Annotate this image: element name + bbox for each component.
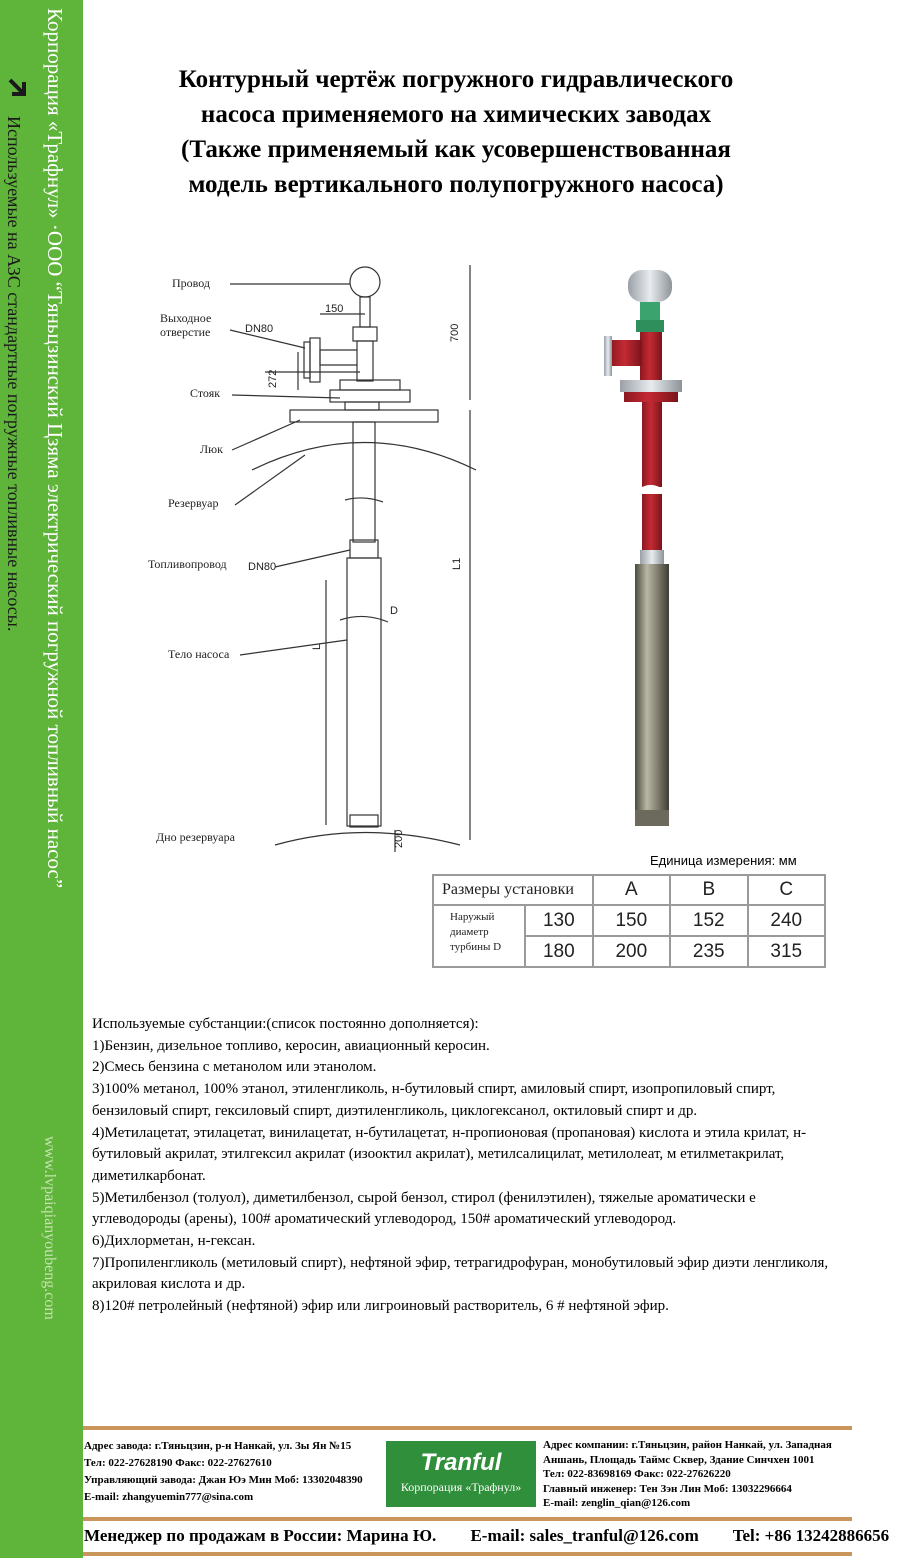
- table-cell: 240: [748, 905, 825, 936]
- list-item: 8)120# петролейный (нефтяной) эфир или лигроиновый растворитель, 6 # нефтяной эфир.: [92, 1298, 669, 1315]
- table-cell: 152: [670, 905, 747, 936]
- row-label-line: турбины D: [450, 941, 502, 953]
- company-contacts: [543, 1438, 852, 1511]
- label-pump-body: Тело насоса: [168, 647, 230, 661]
- sales-email[interactable]: E-mail: sales_tranful@126.com: [470, 1526, 699, 1545]
- label-hatch: Люк: [200, 442, 223, 456]
- footer-divider-mid: [83, 1517, 852, 1521]
- list-item: 6)Дихлорметан, н-гексан.: [92, 1233, 256, 1250]
- sales-phone[interactable]: Tel: +86 13242886656: [732, 1526, 890, 1545]
- header-c: C: [748, 875, 825, 905]
- sidebar-usage-text: Используемые на АЗС стандартные погружные топливные насосы.: [4, 116, 24, 632]
- title-line: (Также применяемый как усовершенствованная: [181, 136, 731, 163]
- pump-photo: [590, 262, 710, 832]
- factory-line: Адрес завода: г.Тяньцзин, р-н Нанкай, ул. Зы Ян №15: [84, 1440, 352, 1452]
- header-b: B: [670, 875, 747, 905]
- dim-200: 200: [393, 829, 405, 848]
- label-fuel-line: Топливопровод: [148, 557, 227, 571]
- outline-drawing: [140, 240, 500, 860]
- label-outlet-1: Выходное: [160, 311, 212, 325]
- label-tank: Резервуар: [168, 496, 219, 510]
- arrow-down-right-icon: [6, 76, 30, 100]
- factory-line[interactable]: E-mail: zhangyuemin777@sina.com: [84, 1491, 254, 1503]
- table-cell: 315: [748, 936, 825, 967]
- title-line: Контурный чертёж погружного гидравлического: [178, 66, 734, 93]
- header-installation: Размеры установки: [433, 875, 593, 905]
- list-item: 3)100% метанол, 100% этанол, этиленгликоль, н-бутиловый спирт, амиловый спирт, изопропиловый спирт, бензиловый спирт, гексиловый спирт, диэтиленгликоль, циклогексанол, октиловый спирт и др.: [92, 1081, 776, 1119]
- company-line[interactable]: E-mail: zenglin_qian@126.com: [543, 1497, 691, 1509]
- sidebar-website[interactable]: www.lvpaiqianyoubeng.com: [41, 1136, 58, 1320]
- label-riser: Стояк: [190, 386, 221, 400]
- sales-manager: Менеджер по продажам в России: Марина Ю.: [84, 1526, 437, 1545]
- title-line: насоса применяемого на химических заводах: [200, 101, 712, 128]
- dim-700: 700: [449, 323, 461, 342]
- table-row: [433, 905, 825, 936]
- dim-dn80-bottom: DN80: [248, 561, 277, 573]
- sidebar-company-text: Корпорация «Трафнул» ·ООО “Тяньцзинский Цзяма электрический погружной топливный насос”: [43, 8, 67, 889]
- substances-intro: Используемые субстанции:(список постоянно дополняется):: [92, 1016, 479, 1032]
- table-header-row: [433, 875, 825, 905]
- table-cell: 200: [593, 936, 670, 967]
- tranful-logo: [386, 1441, 536, 1507]
- footer-divider-top: [83, 1426, 852, 1430]
- dim-272: 272: [267, 369, 279, 388]
- logo-brand: Tranful: [420, 1449, 502, 1476]
- sizes-table: [432, 874, 826, 968]
- substances-list: [92, 1014, 844, 1318]
- company-line: Тел: 022-83698169 Факс: 022-27626220: [543, 1468, 731, 1480]
- dim-l1: L1: [451, 557, 463, 570]
- table-cell: 130: [526, 906, 592, 937]
- unit-label: Единица измерения: мм: [650, 853, 797, 868]
- label-tank-bottom: Дно резервуара: [156, 830, 235, 844]
- row-label-line: диаметр: [450, 926, 489, 938]
- factory-line: Управляющий завода: Джан Юэ Мин Моб: 13302048390: [84, 1474, 363, 1486]
- factory-contacts: [84, 1438, 384, 1506]
- list-item: 5)Метилбензол (толуол), диметилбензол, сырой бензол, стирол (фенилэтилен), тяжелые ароматически е углеводороды (арены), 100# ароматический углеводород, 150# ароматический углеводород.: [92, 1189, 756, 1228]
- table-cell: 150: [593, 905, 670, 936]
- footer-divider-bottom: [83, 1552, 852, 1556]
- table-cell: 180: [542, 940, 575, 962]
- company-line: Главный инженер: Тен Зэн Лин Моб: 13032296664: [543, 1482, 792, 1495]
- label-wire: Провод: [172, 276, 211, 290]
- sales-contact-line: [84, 1526, 890, 1546]
- dim-dn80-top: DN80: [245, 323, 274, 335]
- dim-d: D: [390, 605, 398, 617]
- header-a: A: [593, 875, 670, 905]
- table-cell: 235: [670, 936, 747, 967]
- row-label-cell: [433, 905, 593, 967]
- list-item: 4)Метилацетат, этилацетат, винилацетат, н-бутилацетат, н-пропионовая (пропановая) кислота и этила крилат, н-бутиловый акрилат, этилгексил акрилат (изооктил акрилат), метилсалицилат, метилолеат, м етилметакрилат, диметилкарбонат.: [92, 1124, 807, 1184]
- page-title: [100, 62, 812, 202]
- list-item: 7)Пропиленгликоль (метиловый спирт), нефтяной эфир, тетрагидрофуран, монобутиловый эфир диэти ленгликоля, акриловая кислота и др.: [92, 1254, 829, 1293]
- factory-line: Тел: 022-27628190 Факс: 022-27627610: [84, 1457, 272, 1469]
- list-item: 2)Смесь бензина с метанолом или этанолом.: [92, 1059, 377, 1076]
- list-item: 1)Бензин, дизельное топливо, керосин, авиационный керосин.: [92, 1037, 490, 1054]
- logo-corp: Корпорация «Трафнул»: [400, 1480, 522, 1494]
- title-line: модель вертикального полупогружного насоса): [188, 171, 724, 198]
- label-outlet-2: отверстие: [160, 325, 211, 339]
- dim-l: L: [311, 643, 323, 650]
- company-line: Адрес компании: г.Тяньцзин, район Нанкай, ул. Западная Аншань, Площадь Таймс Сквер, Здание Синчхен 1001: [543, 1439, 832, 1466]
- row-label-line: Наружый: [450, 911, 495, 923]
- dim-150: 150: [325, 303, 344, 315]
